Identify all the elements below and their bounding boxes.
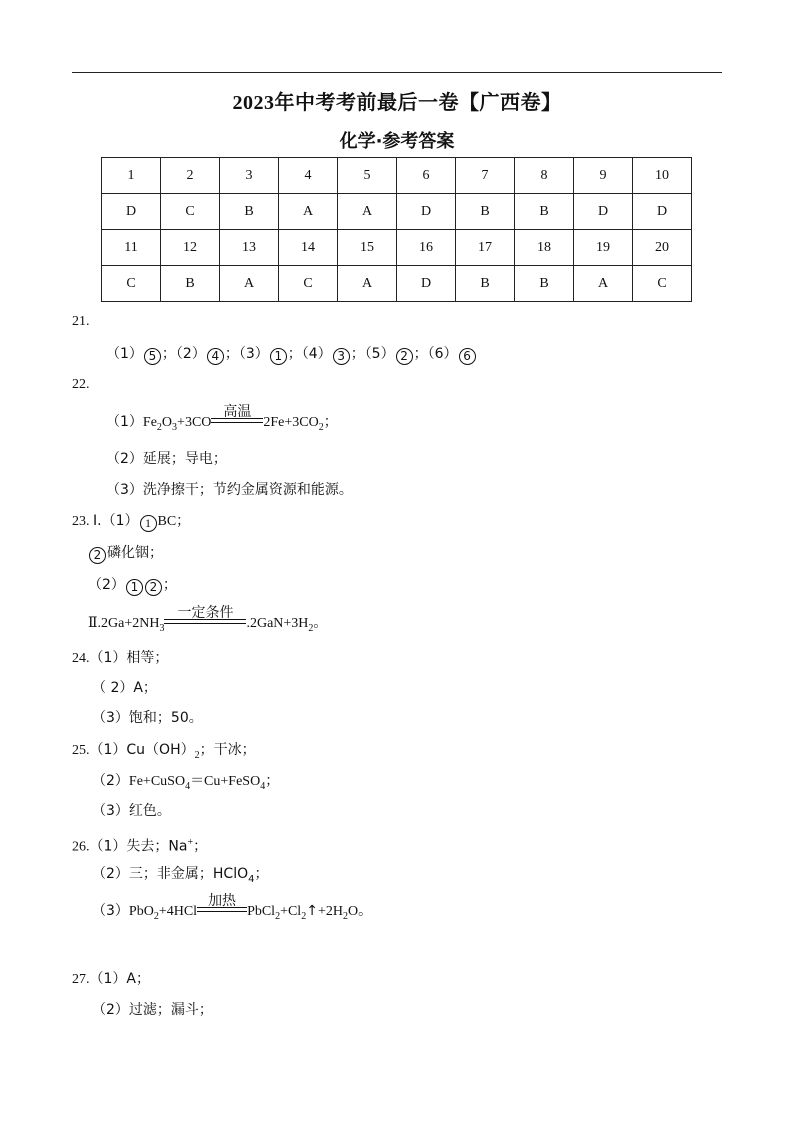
q23-eq-right: .2GaN+3H bbox=[246, 616, 309, 631]
q23-part1-label: Ⅰ.（1） bbox=[93, 513, 139, 529]
q21-separator: ； bbox=[161, 346, 176, 362]
q26-number: 26. bbox=[72, 839, 90, 855]
table-cell: D bbox=[574, 194, 633, 230]
table-cell: C bbox=[279, 266, 338, 302]
table-row bbox=[102, 194, 692, 230]
table-cell: 6 bbox=[397, 158, 456, 194]
circled-number: 2 bbox=[89, 547, 106, 564]
q25-part2: （2）Fe+CuSO$_4$＝Cu+FeSO$_4$； bbox=[92, 773, 280, 792]
circled-number: 5 bbox=[144, 348, 161, 365]
q23-line1 bbox=[72, 511, 190, 532]
table-cell: B bbox=[456, 194, 515, 230]
table-row bbox=[102, 266, 692, 302]
q21-separator: ； bbox=[413, 346, 428, 362]
table-cell: 15 bbox=[338, 230, 397, 266]
table-cell: 3 bbox=[220, 158, 279, 194]
condition-text: 高温 bbox=[223, 404, 252, 420]
table-cell: A bbox=[338, 266, 397, 302]
q24-line1: 24.（1）相等； bbox=[72, 650, 169, 666]
q25-line1: $25.(1)Cu(OH)_2$；干冰； bbox=[72, 742, 256, 761]
table-cell: C bbox=[102, 266, 161, 302]
table-cell: 2 bbox=[161, 158, 220, 194]
q21-separator: ； bbox=[350, 346, 365, 362]
header-rule bbox=[72, 72, 722, 73]
q22-number: 22. bbox=[72, 377, 90, 392]
q21-part-label: （1） bbox=[106, 346, 143, 362]
q21-answer-line bbox=[106, 344, 477, 365]
condition-text: 一定条件 bbox=[177, 605, 234, 621]
reaction-condition bbox=[211, 404, 263, 433]
q21-part-label: （4） bbox=[301, 346, 332, 362]
table-cell: B bbox=[220, 194, 279, 230]
q27-number: 27. bbox=[72, 972, 90, 987]
table-cell: 20 bbox=[633, 230, 692, 266]
circled-number: 3 bbox=[333, 348, 350, 365]
table-cell: D bbox=[397, 194, 456, 230]
table-cell: A bbox=[574, 266, 633, 302]
q24-part3: （3）饱和；50。 bbox=[92, 710, 203, 726]
answer-table bbox=[101, 157, 692, 302]
q26-line1: 26.（1）失去；Na+； bbox=[72, 837, 208, 855]
q24-part2: （ 2）A； bbox=[92, 680, 157, 696]
page-title: 2023年中考考前最后一卷【广西卷】 bbox=[232, 92, 562, 114]
table-cell: 14 bbox=[279, 230, 338, 266]
table-cell: B bbox=[456, 266, 515, 302]
q27-part2: （2）过滤；漏斗； bbox=[92, 1002, 213, 1018]
condition-text: 加热 bbox=[208, 893, 237, 909]
table-cell: 1 bbox=[102, 158, 161, 194]
q23-eq-left: Ⅱ.2Ga+2NH bbox=[88, 616, 160, 631]
q23-semicolon: ； bbox=[162, 577, 177, 593]
q23-line4: $Ⅱ.2Ga+2NH_3$ 一定条件 $.2GaN+3H_2$。 bbox=[88, 605, 328, 634]
q23-part2-label: （2） bbox=[88, 577, 125, 593]
table-cell: C bbox=[633, 266, 692, 302]
q21-part-label: （5） bbox=[364, 346, 395, 362]
table-cell: 17 bbox=[456, 230, 515, 266]
table-row bbox=[102, 158, 692, 194]
table-cell: 4 bbox=[279, 158, 338, 194]
table-cell: 19 bbox=[574, 230, 633, 266]
table-cell: 16 bbox=[397, 230, 456, 266]
q23-line2 bbox=[88, 543, 163, 564]
circled-number: 6 bbox=[459, 348, 476, 365]
q21-separator: ； bbox=[224, 346, 239, 362]
q22-part3: （3）洗净擦干；节约金属资源和能源。 bbox=[106, 482, 353, 498]
q22-part2: （2）延展；导电； bbox=[106, 451, 227, 467]
q22-part1-label: （1） bbox=[106, 414, 143, 430]
q21-part-label: （3） bbox=[238, 346, 269, 362]
q25-number: 25. bbox=[72, 743, 90, 758]
table-cell: A bbox=[220, 266, 279, 302]
page-subtitle: 化学·参考答案 bbox=[339, 131, 455, 152]
table-cell: A bbox=[338, 194, 397, 230]
table-cell: 11 bbox=[102, 230, 161, 266]
table-cell: B bbox=[515, 194, 574, 230]
q26-part2: （2）三；非金属；HClO$_4$； bbox=[92, 866, 269, 885]
table-cell: 7 bbox=[456, 158, 515, 194]
q24-number: 24. bbox=[72, 651, 90, 666]
q27-line1: 27.（1）A； bbox=[72, 971, 150, 987]
table-cell: A bbox=[279, 194, 338, 230]
table-cell: 18 bbox=[515, 230, 574, 266]
q23-number: 23. bbox=[72, 514, 90, 529]
table-cell: 8 bbox=[515, 158, 574, 194]
circled-number: 2 bbox=[145, 579, 162, 596]
q22-part1: $(1)Fe_2O_3+3CO$ 高温 $2Fe+3CO_2$； bbox=[106, 404, 338, 433]
table-cell: B bbox=[161, 266, 220, 302]
table-row bbox=[102, 230, 692, 266]
reaction-condition bbox=[197, 893, 247, 922]
q21-part-label: （2） bbox=[175, 346, 206, 362]
q25-part3: （3）红色。 bbox=[92, 803, 171, 819]
table-cell: 10 bbox=[633, 158, 692, 194]
table-cell: C bbox=[161, 194, 220, 230]
table-cell: D bbox=[633, 194, 692, 230]
circled-number: 1 bbox=[140, 515, 157, 532]
table-cell: 9 bbox=[574, 158, 633, 194]
q21-separator: ； bbox=[287, 346, 302, 362]
q23-line3 bbox=[88, 575, 177, 596]
table-cell: 12 bbox=[161, 230, 220, 266]
circled-number: 2 bbox=[396, 348, 413, 365]
table-cell: 5 bbox=[338, 158, 397, 194]
circled-number: 4 bbox=[207, 348, 224, 365]
table-cell: 13 bbox=[220, 230, 279, 266]
circled-number: 1 bbox=[270, 348, 287, 365]
q26-part3: （3）PbO$_2$+4HCl 加热 $PbCl_2+Cl_2↑+2H_2O$。 bbox=[92, 893, 373, 922]
q21-number: 21. bbox=[72, 314, 90, 329]
reaction-condition bbox=[164, 605, 246, 634]
table-cell: B bbox=[515, 266, 574, 302]
table-cell: D bbox=[397, 266, 456, 302]
q23-bc: BC； bbox=[157, 514, 191, 529]
circled-number: 1 bbox=[126, 579, 143, 596]
table-cell: D bbox=[102, 194, 161, 230]
q21-part-label: （6） bbox=[427, 346, 458, 362]
q23-phosphide: 磷化铟； bbox=[107, 545, 163, 561]
